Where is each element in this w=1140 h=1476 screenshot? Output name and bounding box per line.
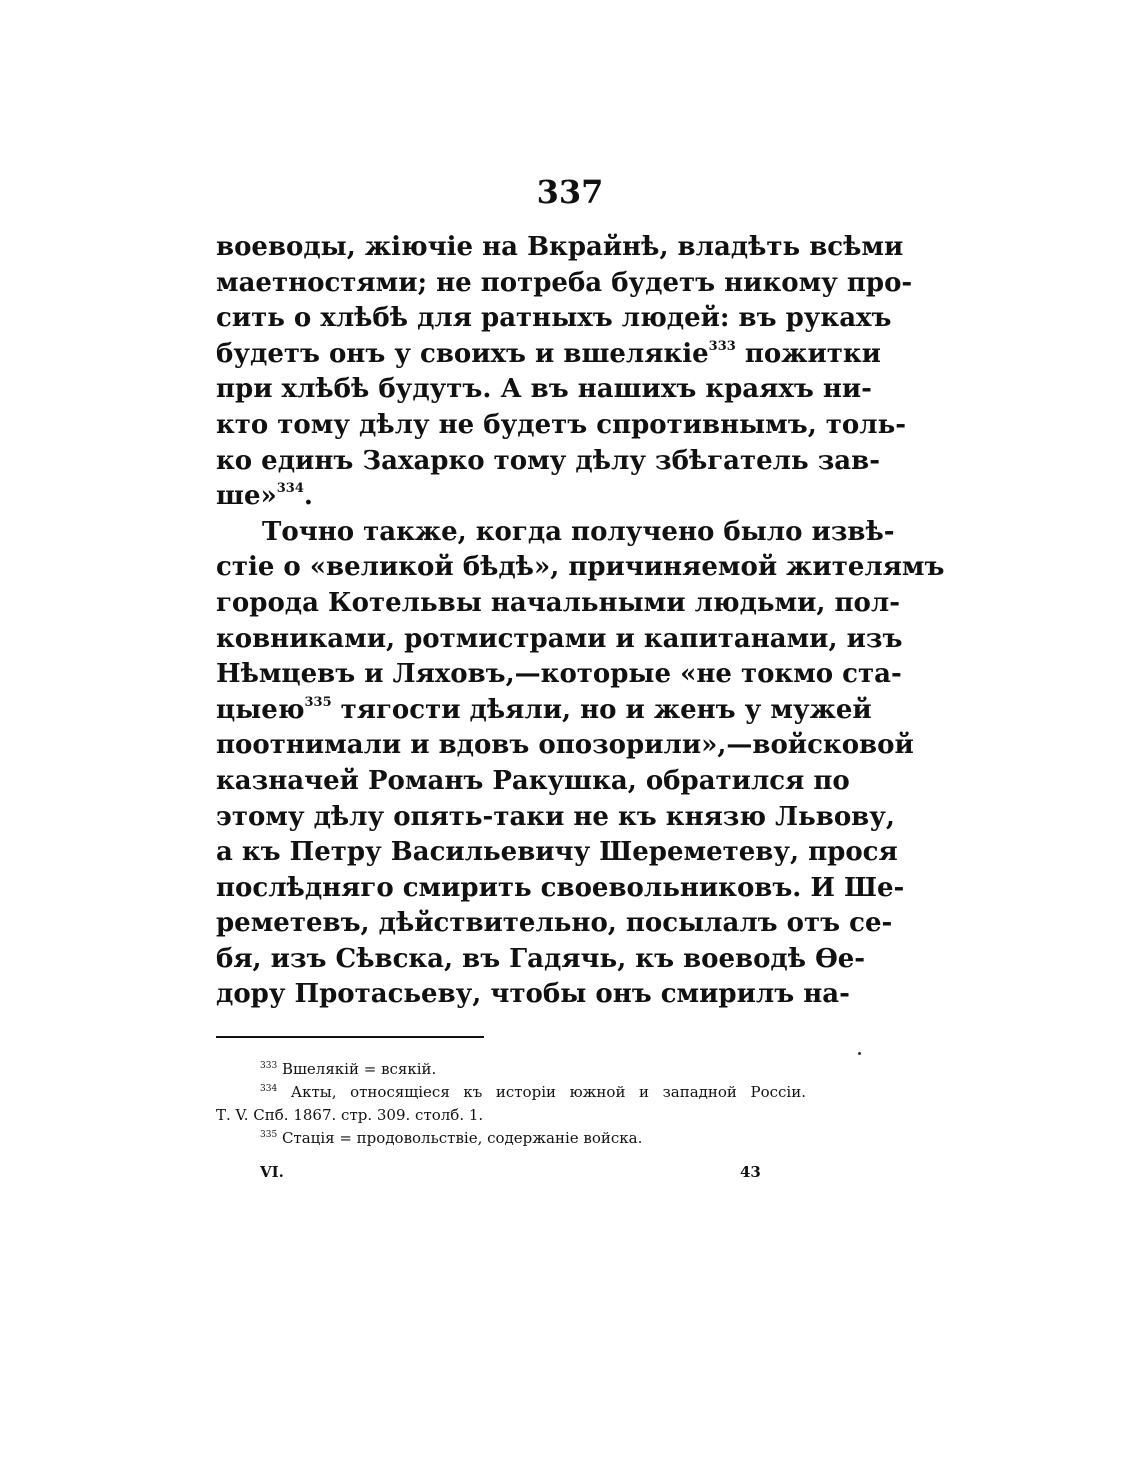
text-line: Нѣмцевъ и Ляховъ,—которые «не токмо ста-	[216, 659, 902, 690]
text-line: Точно также, когда получено было извѣ-	[262, 516, 895, 547]
footnote-number: 333	[260, 1061, 278, 1071]
text-line: сить о хлѣбѣ для ратныхъ людей: въ рукахъ	[216, 303, 892, 334]
signature-volume: VI.	[260, 1163, 284, 1181]
page-number: 337	[536, 173, 604, 211]
text-line: воеводы, жіючіе на Вкрайнѣ, владѣть всѣми	[216, 232, 904, 262]
text-line: города Котельвы начальными людьми, пол-	[216, 587, 901, 618]
text-line: кто тому дѣлу не будетъ спротивнымъ, толь-	[216, 409, 907, 440]
text-line: цыею$^{335}$ тягости дѣяли, но и женъ у мужей	[216, 694, 872, 725]
text-line: поотнимали и вдовъ опозорили»,—войсковой	[216, 730, 914, 761]
footnotes	[216, 1058, 806, 1150]
text-line: этому дѣлу опять-таки не къ князю Львову,	[216, 801, 895, 832]
footnote: $^{334}$ Акты, относящіеся къ исторіи южной и западной Россіи.	[260, 1083, 806, 1101]
text-line: стіе о «великой бѣдѣ», причиняемой жителямъ	[216, 552, 945, 583]
speck-mark	[858, 1052, 861, 1055]
text-line: а къ Петру Васильевичу Шереметеву, прося	[216, 837, 898, 868]
footnote-continuation: Т. V. Спб. 1867. стр. 309. столб. 1.	[216, 1106, 484, 1124]
footnote: $^{335}$ Стація = продовольствіе, содержаніе войска.	[260, 1129, 643, 1147]
text-line: при хлѣбѣ будутъ. А въ нашихъ краяхъ ни-	[216, 374, 872, 405]
signature-number: 43	[740, 1163, 761, 1181]
text-line: реметевъ, дѣйствительно, посылалъ отъ се-	[216, 908, 893, 939]
footnote: $^{333}$ Вшелякій = всякій.	[260, 1060, 437, 1078]
body-text	[216, 230, 945, 1013]
text-line: бя, изъ Сѣвска, въ Гадячь, къ воеводѣ Ѳе-	[216, 943, 866, 974]
footnote-ref: 334	[276, 481, 304, 497]
text-line: ше»$^{334}$.	[216, 481, 313, 512]
text-line: ко единъ Захарко тому дѣлу збѣгатель зав-	[216, 445, 880, 476]
text-line: казначей Романъ Ракушка, обратился по	[216, 765, 850, 796]
text-line: послѣдняго смирить своевольниковъ. И Ше-	[216, 872, 905, 903]
text-line: маетностями; не потреба будетъ никому про-	[216, 267, 913, 298]
text-line: дору Протасьеву, чтобы онъ смирилъ на-	[216, 979, 850, 1010]
footnote-ref: 333	[708, 338, 736, 354]
footnote-divider	[216, 1036, 484, 1038]
text-line: будетъ онъ у своихъ и вшелякіе$^{333}$ пожитки	[216, 338, 881, 369]
footnote-number: 334	[260, 1084, 278, 1094]
footnote-ref: 335	[304, 694, 332, 710]
text-line: ковниками, ротмистрами и капитанами, изъ	[216, 623, 903, 654]
footnote-number: 335	[260, 1130, 278, 1140]
